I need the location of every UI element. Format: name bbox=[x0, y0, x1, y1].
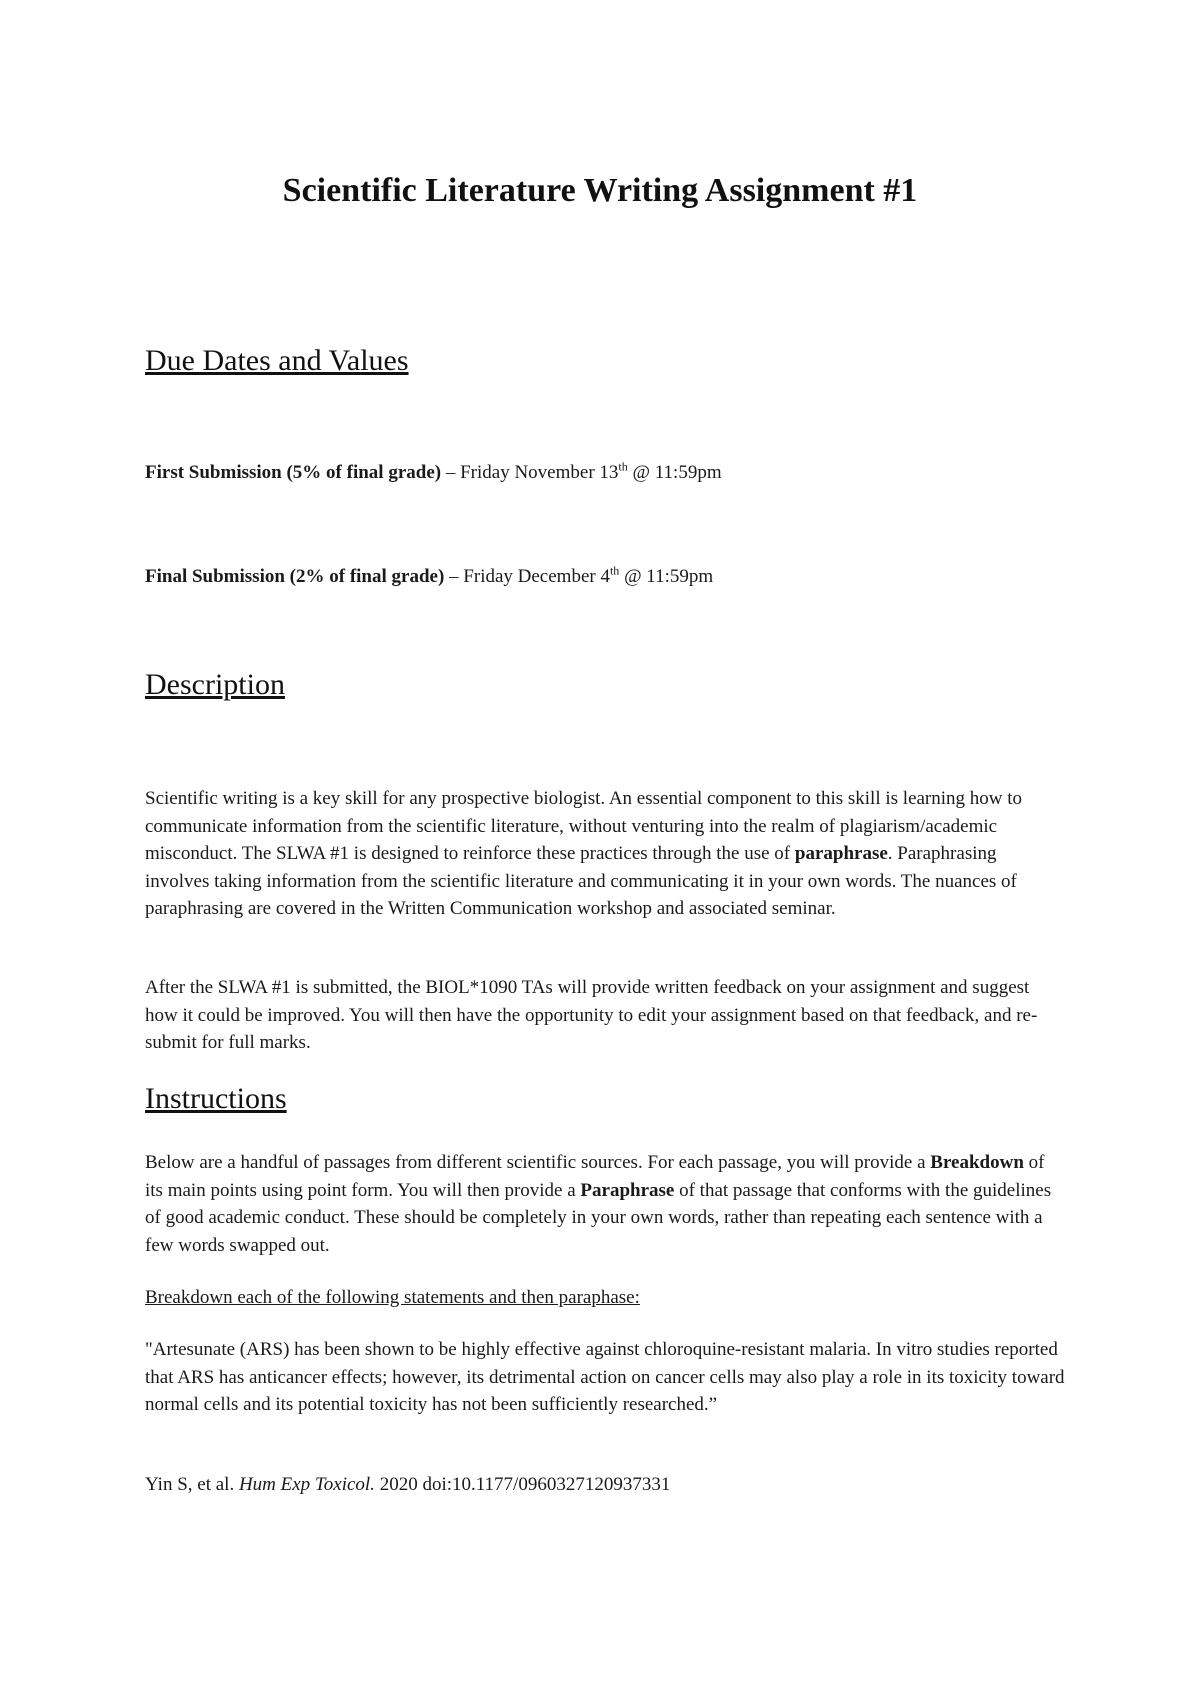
description-paragraph-1 bbox=[145, 785, 1065, 923]
instructions-text-part3: of that passage that conforms with the guidelines of good academic conduct. These should be completely in your own words, rather than repeating each sentence with a few words swapped out. bbox=[145, 1179, 1052, 1256]
first-submission-date: Friday November 13 bbox=[460, 462, 619, 483]
breakdown-bold-term: Breakdown bbox=[930, 1152, 1024, 1173]
paraphrase-bold-term-2: Paraphrase bbox=[580, 1179, 675, 1201]
description-heading: Description bbox=[145, 668, 285, 701]
instructions-paragraph bbox=[145, 1149, 1065, 1259]
citation-year-doi: 2020 doi:10.1177/0960327120937331 bbox=[374, 1474, 671, 1495]
instructions-heading: Instructions bbox=[145, 1082, 287, 1115]
document-title: Scientific Literature Writing Assignment #1 bbox=[282, 172, 918, 209]
first-submission-line bbox=[145, 459, 722, 485]
citation bbox=[145, 1471, 1065, 1499]
description-paragraph-2: After the SLWA #1 is submitted, the BIOL*1090 TAs will provide written feedback on your assignment and suggest how it could be improved. You will then have the opportunity to edit your assignment based on that feedback, and re-submit for full marks. bbox=[145, 977, 1038, 1053]
final-submission-date-suffix: th bbox=[609, 563, 620, 578]
final-submission-time: @ 11:59pm bbox=[619, 566, 714, 587]
final-submission-dash: – bbox=[444, 566, 464, 587]
citation-authors: Yin S, et al. bbox=[145, 1474, 239, 1495]
description-text-part2: . Paraphrasing involves taking information from the scientific literature and communicating it in your own words. The nuances of paraphrasing are covered in the Written Communication workshop and associated seminar. bbox=[145, 843, 1017, 919]
final-submission-label: Final Submission (2% of final grade) bbox=[145, 566, 445, 587]
instructions-text-part1: Below are a handful of passages from different scientific sources. For each passage, you will provide a bbox=[145, 1152, 931, 1173]
first-submission-date-suffix: th bbox=[618, 459, 628, 474]
instructions-text-part2: of its main points using point form. You will then provide a bbox=[145, 1152, 1045, 1201]
first-submission-dash: – bbox=[441, 462, 461, 483]
final-submission-line bbox=[145, 563, 714, 589]
first-submission-time: @ 11:59pm bbox=[627, 462, 722, 483]
final-submission-date: Friday December 4 bbox=[463, 566, 610, 587]
paraphrase-bold-term: paraphrase bbox=[794, 843, 888, 864]
due-dates-heading: Due Dates and Values bbox=[145, 344, 409, 377]
first-submission-label: First Submission (5% of final grade) bbox=[145, 462, 442, 483]
description-text-part1: Scientific writing is a key skill for any prospective biologist. An essential component to this skill is learning how to communicate information from the scientific literature, without venturing into the realm of plagiarism/academic misconduct. The SLWA #1 is designed to reinforce these practices through the use of bbox=[145, 788, 1023, 864]
citation-journal: Hum Exp Toxicol. bbox=[238, 1474, 375, 1495]
quote-passage: "Artesunate (ARS) has been shown to be highly effective against chloroquine-resistant malaria. In vitro studies reported that ARS has anticancer effects; however, its detrimental action on cancer cells may also play a role in its toxicity toward normal cells and its potential toxicity has not been sufficiently researched.” bbox=[145, 1339, 1065, 1415]
breakdown-subheading: Breakdown each of the following statements and then paraphase: bbox=[145, 1287, 640, 1308]
